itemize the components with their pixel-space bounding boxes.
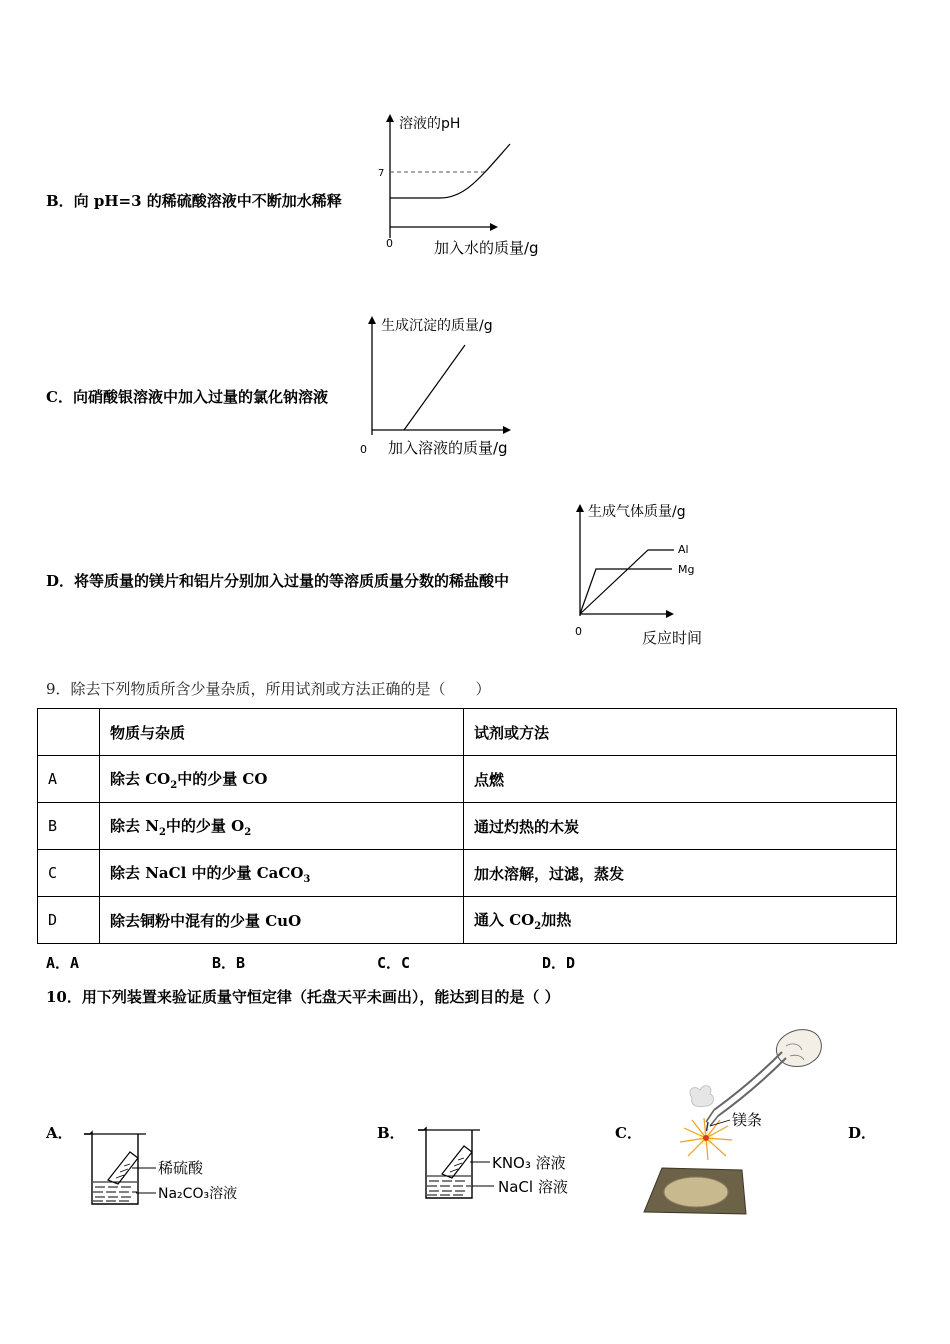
liquid-hatch (93, 1182, 137, 1201)
x-label: 加入溶液的质量/g (388, 439, 508, 457)
label-2: Na₂CO₃溶液 (158, 1186, 238, 1202)
row-key: C (38, 850, 100, 897)
table-row (38, 803, 897, 850)
q9-choice-d[interactable]: D．D (542, 954, 576, 972)
table-row (38, 897, 897, 944)
row-method: 通过灼热的木炭 (464, 803, 897, 850)
option-d-label: D．将等质量的镁片和铝片分别加入过量的等溶质质量分数的稀盐酸中 (46, 572, 510, 590)
q10-choice-d-key[interactable]: D． (848, 1124, 877, 1142)
label-2: NaCl 溶液 (498, 1178, 568, 1196)
apparatus-c-burning-magnesium (640, 1022, 830, 1217)
header-method: 试剂或方法 (464, 709, 897, 756)
series-al: Al (678, 543, 689, 556)
precipitate-line (404, 345, 465, 430)
chart-ph-dilution (370, 108, 570, 263)
table-header-row (38, 709, 897, 756)
q10-choice-b-key[interactable]: B． (377, 1124, 405, 1142)
q10-choice-a-key[interactable]: A． (46, 1124, 73, 1142)
series-mg: Mg (678, 563, 695, 576)
x-axis-arrow (490, 223, 498, 231)
apparatus-a-beaker (80, 1130, 270, 1212)
q9-table (37, 708, 897, 944)
label-1: KNO₃ 溶液 (492, 1154, 566, 1172)
row-key: D (38, 897, 100, 944)
al-line (580, 550, 674, 614)
smoke-icon (690, 1086, 714, 1107)
origin: 0 (575, 625, 582, 638)
tongs-arm-1 (714, 1052, 782, 1110)
x-axis-arrow (666, 610, 674, 618)
header-cell (38, 709, 100, 756)
option-b-label: B．向 pH=3 的稀硫酸溶液中不断加水稀释 (46, 192, 342, 210)
label-1: 稀硫酸 (158, 1159, 204, 1177)
y-label: 生成气体质量/g (588, 504, 686, 520)
y-label: 生成沉淀的质量/g (381, 318, 493, 334)
origin: 0 (386, 237, 393, 250)
y-axis-arrow (576, 504, 584, 512)
option-c-label: C．向硝酸银溶液中加入过量的氯化钠溶液 (46, 388, 328, 406)
q9-choice-c[interactable]: C．C (377, 954, 411, 972)
row-key: A (38, 756, 100, 803)
x-label: 反应时间 (642, 629, 703, 647)
ash-pile (664, 1177, 728, 1207)
y-tick-7: 7 (378, 168, 385, 179)
row-substance: 除去 $CO_2$中的少量 CO (100, 756, 464, 803)
row-method: 加水溶解，过滤，蒸发 (464, 850, 897, 897)
apparatus-b-beaker (414, 1126, 589, 1206)
liquid-hatch (427, 1176, 471, 1195)
test-tube (442, 1146, 472, 1178)
header-substance: 物质与杂质 (100, 709, 464, 756)
tongs-arm-2 (718, 1058, 786, 1116)
chart-precipitate (355, 310, 555, 462)
y-axis-arrow (386, 114, 394, 122)
table-row (38, 850, 897, 897)
q9-stem: 9．除去下列物质所含少量杂质，所用试剂或方法正确的是（ ） (46, 680, 491, 698)
row-method: 点燃 (464, 756, 897, 803)
q9-choice-a[interactable]: A．A (46, 954, 80, 972)
row-substance: 除去铜粉中混有的少量 CuO (100, 897, 464, 944)
row-substance: 除去 NaCl 中的少量 CaCO$_3$ (100, 850, 464, 897)
q9-choice-b[interactable]: B．B (212, 954, 246, 972)
mg-line (580, 569, 672, 614)
y-axis-arrow (368, 316, 376, 324)
table-row (38, 756, 897, 803)
row-method: 通入 $CO_2$加热 (464, 897, 897, 944)
row-substance: 除去 $N_2$中的少量 $O_2$ (100, 803, 464, 850)
origin: 0 (360, 443, 367, 456)
x-label: 加入水的质量/g (434, 239, 539, 257)
y-label: 溶液的pH (399, 116, 461, 132)
chart-gas-volume (570, 498, 730, 654)
q10-choice-c-key[interactable]: C． (615, 1124, 642, 1142)
label-1: 镁条 (732, 1111, 763, 1129)
row-key: B (38, 803, 100, 850)
x-axis-arrow (503, 426, 511, 434)
ph-curve (390, 144, 510, 198)
q10-stem: 10．用下列装置来验证质量守恒定律（托盘天平未画出），能达到目的是（ ） (46, 988, 560, 1006)
